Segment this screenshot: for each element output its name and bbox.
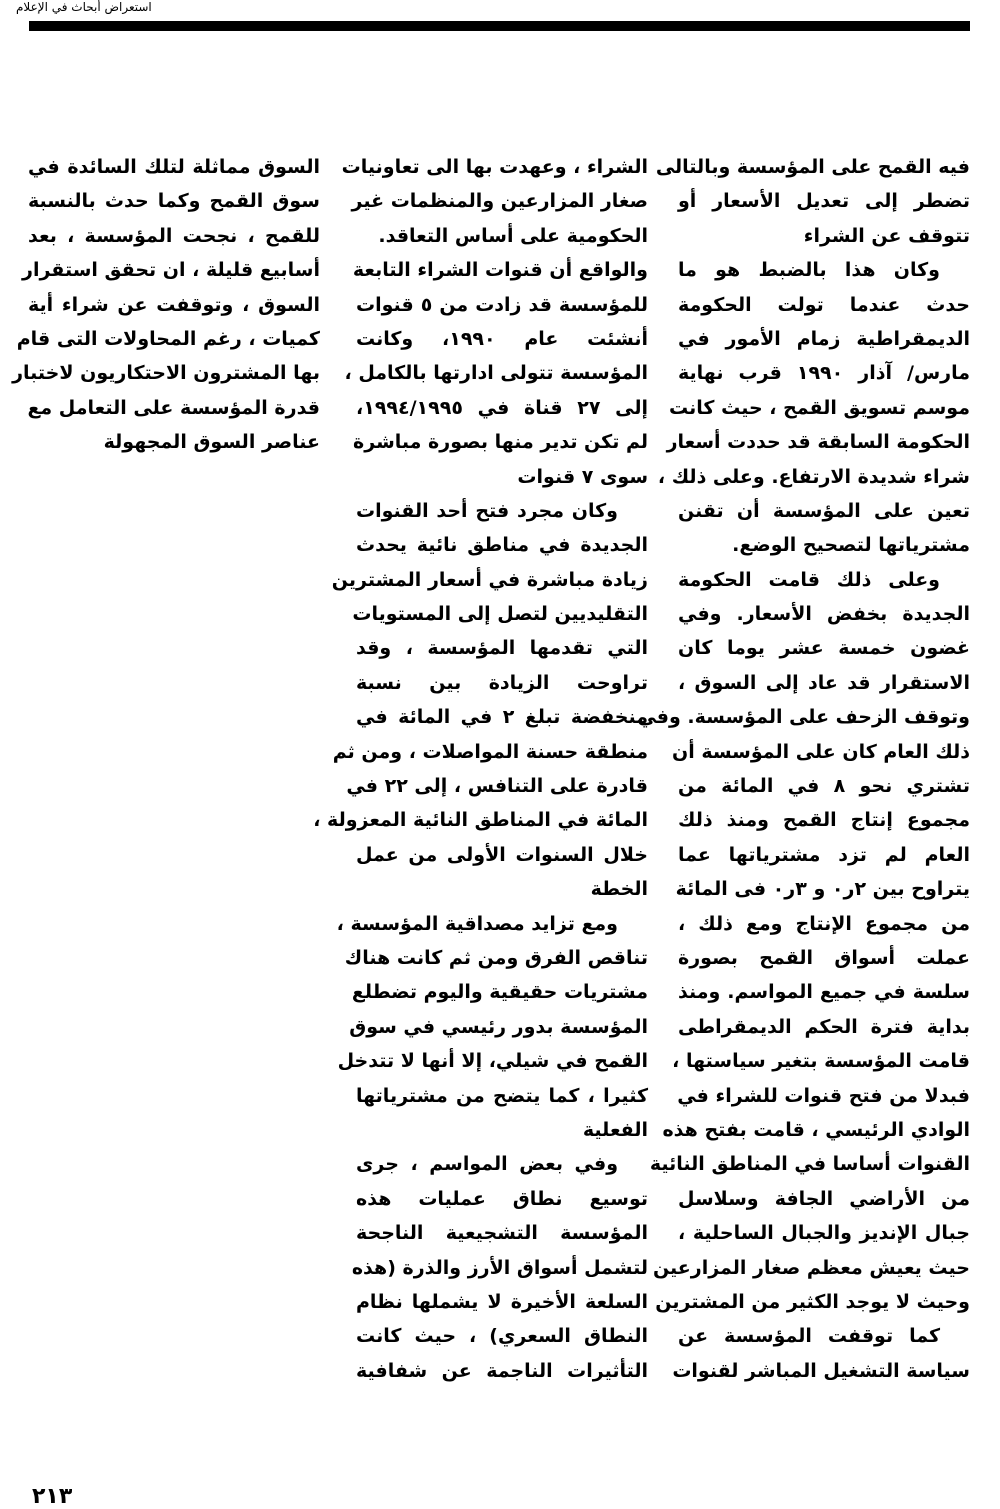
text-line: أسابيع قليلة ، ان تحقق استقرار	[22, 259, 320, 282]
text-line: منخفضة تبلغ ٢ في المائة في	[356, 706, 648, 729]
paragraph-first-line: وعلى ذلك قامت الحكومة	[678, 568, 940, 591]
text-line: فبدلا من فتح قنوات للشراء في	[677, 1084, 970, 1107]
paragraph-first-line: ومع تزايد مصداقية المؤسسة ،	[336, 912, 618, 935]
text-line: لتشمل أسواق الأرز والذرة (هذه	[351, 1256, 648, 1279]
text-line: الجديدة في مناطق نائية يحدث	[356, 534, 648, 557]
text-line: عملت أسواق القمح بصورة	[678, 946, 970, 969]
text-line: فيه القمح على المؤسسة وبالتالى	[655, 156, 970, 178]
text-line: سلسة في جميع المواسم. ومنذ	[678, 981, 970, 1004]
text-line: والواقع أن قنوات الشراء التابعة	[352, 259, 648, 282]
text-column-middle	[313, 150, 648, 1388]
text-line: كميات ، رغم المحاولات التى قام	[16, 327, 320, 350]
page-number: ٢١٣	[32, 1484, 73, 1509]
text-line: للقمح ، نجحت المؤسسة ، بعد	[28, 224, 320, 247]
text-column-right	[637, 150, 970, 1388]
text-line: وتوقف الزحف على المؤسسة. وفي	[637, 706, 970, 729]
text-line: قادرة على التنافس ، إلى ٢٢ في	[346, 775, 648, 798]
text-line: بداية فترة الحكم الديمقراطى	[678, 1015, 970, 1038]
text-line: الشراء ، وعهدت بها الى تعاونيات	[341, 156, 648, 178]
text-column-left	[12, 150, 320, 460]
text-line: الديمقراطية زمام الأمور في	[678, 327, 970, 350]
text-line: تتوقف عن الشراء	[803, 224, 970, 247]
paragraph-first-line: وكان هذا بالضبط هو ما	[678, 259, 940, 282]
text-line: الجديدة بخفض الأسعار. وفي	[678, 603, 970, 626]
text-line: صغار المزارعين والمنظمات غير	[351, 190, 648, 213]
text-line: ذلك العام كان على المؤسسة أن	[671, 740, 970, 763]
text-line: السلعة الأخيرة لا يشملها نظام	[356, 1290, 648, 1313]
text-line: للمؤسسة قد زادت من ٥ قنوات	[356, 293, 648, 316]
text-line: المؤسسة بدور رئيسي في سوق	[349, 1015, 648, 1038]
text-line: المائة في المناطق النائية المعزولة ،	[313, 809, 648, 832]
text-line: القمح في شيلي، إلا أنها لا تتدخل	[337, 1050, 648, 1073]
text-line: سوق القمح وكما حدث بالنسبة	[28, 190, 320, 213]
text-line: مشتريات حقيقية واليوم تضطلع	[351, 981, 648, 1004]
paragraph-first-line: كما توقفت المؤسسة عن	[678, 1325, 940, 1348]
text-line: الوادي الرئيسي ، قامت بفتح هذه	[662, 1118, 970, 1141]
paragraph-first-line: وكان مجرد فتح أحد القنوات	[356, 499, 618, 522]
text-line: جبال الإنديز والجبال الساحلية ،	[678, 1222, 970, 1245]
text-line: أنشئت عام ١٩٩٠، وكانت	[356, 327, 648, 350]
text-line: مشترياتها لتصحيح الوضع.	[732, 534, 970, 557]
text-line: بها المشترون الاحتكاريون لاختبار	[12, 362, 320, 385]
text-line: النطاق السعري) ، حيث كانت	[356, 1325, 648, 1348]
text-line: قدرة المؤسسة على التعامل مع	[27, 396, 320, 419]
text-line: كثيرا ، كما يتضح من مشترياتها	[356, 1084, 648, 1107]
text-line: المؤسسة التشجيعية الناجحة	[356, 1222, 648, 1245]
text-line: مارس/ آذار ١٩٩٠ قرب نهاية	[678, 362, 970, 385]
text-line: إلى ٢٧ قناة في ١٩٩٤/١٩٩٥،	[356, 396, 648, 419]
text-line: الاستقرار قد عاد إلى السوق ،	[678, 671, 970, 694]
text-line: تراوحت الزيادة بين نسبة	[356, 671, 648, 694]
text-line: العام لم تزد مشترياتها عما	[678, 843, 970, 866]
text-line: منطقة حسنة المواصلات ، ومن ثم	[332, 740, 648, 763]
text-line: مجموع إنتاج القمح ومنذ ذلك	[678, 809, 970, 832]
text-line: يتراوح بين ٢ر٠ و ٣ر٠ فى المائة	[675, 878, 970, 901]
text-line: السوق مماثلة لتلك السائدة في	[28, 156, 320, 178]
text-line: تعين على المؤسسة أن تقنن	[678, 499, 970, 522]
text-line: الفعلية	[582, 1118, 648, 1141]
text-line: عناصر السوق المجهولة	[103, 431, 320, 454]
text-line: زيادة مباشرة في أسعار المشترين	[331, 568, 648, 591]
text-line: المؤسسة تتولى ادارتها بالكامل ،	[344, 362, 648, 385]
header-rule	[29, 21, 970, 31]
text-line: لم تكن تدير منها بصورة مباشرة	[353, 431, 648, 454]
text-line: الخطة	[590, 878, 648, 901]
text-line: شراء شديدة الارتفاع. وعلى ذلك ،	[657, 465, 970, 488]
text-line: خلال السنوات الأولى من عمل	[356, 843, 648, 866]
running-header: استعراض أبحاث في الإعلام	[16, 0, 152, 14]
text-line: السوق ، وتوقفت عن شراء أية	[28, 293, 320, 316]
text-line: تشتري نحو ٨ في المائة من	[678, 775, 970, 798]
text-line: الحكومة السابقة قد حددت أسعار	[666, 431, 970, 454]
text-line: قامت المؤسسة بتغير سياستها ،	[672, 1050, 970, 1073]
text-line: سياسة التشغيل المباشر لقنوات	[672, 1359, 970, 1382]
text-line: التقليديين لتصل إلى المستويات	[352, 603, 648, 626]
text-line: تناقص الفرق ومن ثم كانت هناك	[344, 946, 648, 969]
text-line: من الأراضي الجافة وسلاسل	[678, 1187, 970, 1210]
text-line: حيث يعيش معظم صغار المزارعين	[652, 1256, 970, 1279]
text-line: القنوات أساسا في المناطق النائية	[649, 1153, 970, 1176]
text-line: غضون خمسة عشر يوما كان	[678, 637, 970, 660]
text-line: الحكومية على أساس التعاقد.	[378, 224, 648, 247]
text-line: التأثيرات الناجمة عن شفافية	[356, 1359, 648, 1382]
text-line: حدث عندما تولت الحكومة	[678, 293, 970, 316]
paragraph-first-line: وفي بعض المواسم ، جرى	[356, 1153, 618, 1176]
text-line: من مجموع الإنتاج ومع ذلك ،	[678, 912, 970, 935]
text-line: تضطر إلى تعديل الأسعار أو	[678, 190, 970, 213]
text-line: وحيث لا يوجد الكثير من المشترين	[655, 1290, 970, 1313]
text-line: موسم تسويق القمح ، حيث كانت	[669, 396, 970, 419]
text-line: التي تقدمها المؤسسة ، وقد	[356, 637, 648, 660]
text-line: توسيع نطاق عمليات هذه	[356, 1187, 648, 1210]
text-line: سوى ٧ قنوات	[517, 465, 648, 488]
